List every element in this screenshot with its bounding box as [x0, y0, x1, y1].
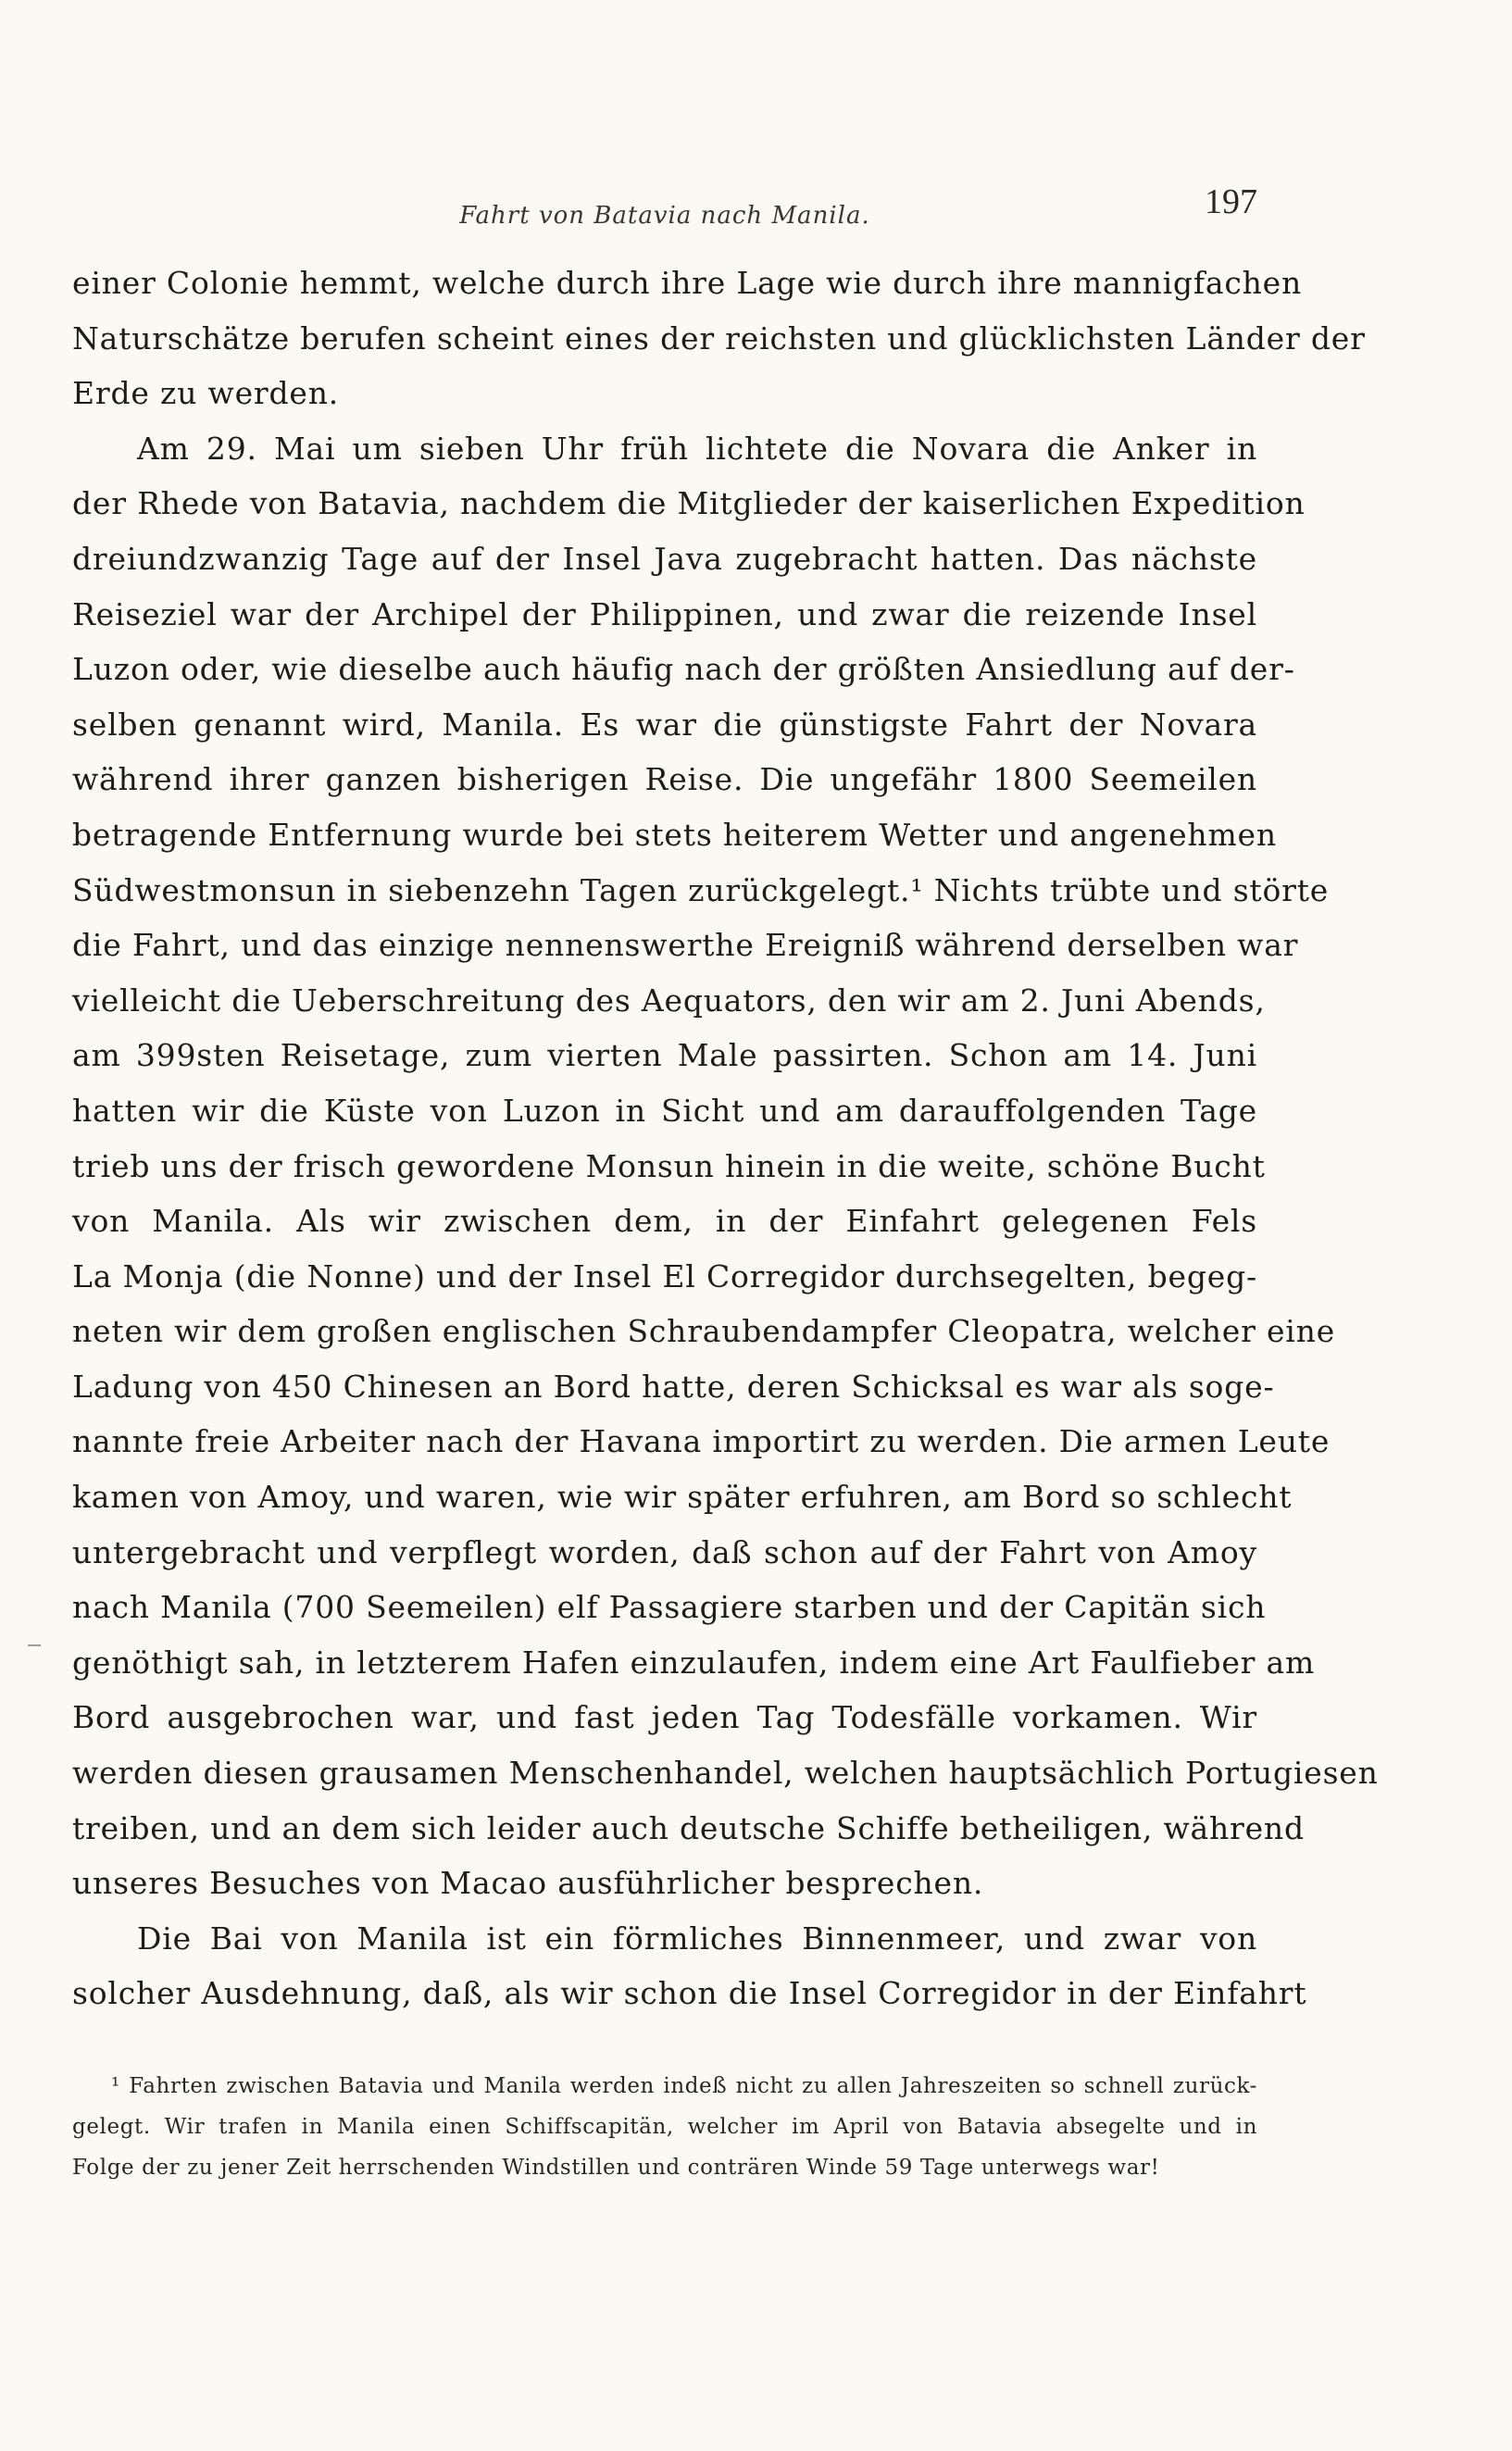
text-line: Südwestmonsun in siebenzehn Tagen zurückgelegt.¹ Nichts trübte und störte: [72, 871, 1330, 908]
text-line: werden diesen grausamen Menschenhandel, welchen hauptsächlich Portugiesen: [72, 1755, 1379, 1792]
text-line: während ihrer ganzen bisherigen Reise. Die ungefähr 1800 Seemeilen: [72, 761, 1257, 798]
footnote-line: ¹ Fahrten zwischen Batavia und Manila werden indeß nicht zu allen Jahreszeiten so schnell zurück-: [111, 2074, 1257, 2098]
text-line: Luzon oder, wie dieselbe auch häufig nach der größten Ansiedlung auf der-: [72, 651, 1295, 688]
text-line: Ladung von 450 Chinesen an Bord hatte, deren Schicksal es war als soge-: [72, 1368, 1275, 1405]
text-line: selben genannt wird, Manila. Es war die günstigste Fahrt der Novara: [72, 706, 1257, 743]
text-line: genöthigt sah, in letzterem Hafen einzulaufen, indem eine Art Faulfieber am: [72, 1644, 1316, 1681]
footnote-line: Folge der zu jener Zeit herrschenden Windstillen und conträren Winde 59 Tage unterwegs war!: [72, 2156, 1160, 2180]
text-line: treiben, und an dem sich leider auch deutsche Schiffe betheiligen, während: [72, 1809, 1305, 1846]
text-line: solcher Ausdehnung, daß, als wir schon die Insel Corregidor in der Einfahrt: [72, 1975, 1307, 2012]
text-line: Am 29. Mai um sieben Uhr früh lichtete die Novara die Anker in: [137, 430, 1257, 467]
page-number: 197: [1205, 182, 1257, 221]
text-line: die Fahrt, und das einzige nennenswerthe Ereigniß während derselben war: [72, 927, 1299, 964]
text-line: einer Colonie hemmt, welche durch ihre Lage wie durch ihre mannigfachen: [72, 265, 1303, 301]
body-text: [72, 256, 1379, 2021]
text-line: Reiseziel war der Archipel der Philippinen, und zwar die reizende Insel: [72, 595, 1257, 632]
footnotes: [72, 2066, 1257, 2188]
text-line: Naturschätze berufen scheint eines der reichsten und glücklichsten Länder der: [72, 319, 1366, 356]
text-line: nach Manila (700 Seemeilen) elf Passagiere starben und der Capitän sich: [72, 1589, 1267, 1626]
text-line: Bord ausgebrochen war, und fast jeden Tag Todesfälle vorkamen. Wir: [72, 1699, 1257, 1736]
footnote-line: gelegt. Wir trafen in Manila einen Schiffscapitän, welcher im April von Batavia absegelte und in: [72, 2115, 1257, 2139]
text-line: am 399sten Reisetage, zum vierten Male passirten. Schon am 14. Juni: [72, 1037, 1257, 1074]
text-line: trieb uns der frisch gewordene Monsun hinein in die weite, schöne Bucht: [72, 1147, 1266, 1184]
page-header: [72, 181, 1257, 237]
text-line: der Rhede von Batavia, nachdem die Mitglieder der kaiserlichen Expedition: [72, 485, 1306, 522]
text-line: neten wir dem großen englischen Schraubendampfer Cleopatra, welcher eine: [72, 1313, 1336, 1350]
text-line: untergebracht und verpflegt worden, daß schon auf der Fahrt von Amoy: [72, 1533, 1257, 1570]
text-line: hatten wir die Küste von Luzon in Sicht und am darauffolgenden Tage: [72, 1092, 1257, 1129]
margin-mark: _: [28, 1616, 41, 1646]
text-line: von Manila. Als wir zwischen dem, in der Einfahrt gelegenen Fels: [72, 1203, 1257, 1240]
text-line: Erde zu werden.: [72, 375, 340, 412]
text-line: kamen von Amoy, und waren, wie wir später erfuhren, am Bord so schlecht: [72, 1479, 1293, 1516]
text-line: dreiundzwanzig Tage auf der Insel Java zugebracht hatten. Das nächste: [72, 540, 1257, 577]
text-line: nannte freie Arbeiter nach der Havana importirt zu werden. Die armen Leute: [72, 1423, 1331, 1460]
text-line: La Monja (die Nonne) und der Insel El Corregidor durchsegelten, begeg-: [72, 1257, 1257, 1294]
text-line: vielleicht die Ueberschreitung des Aequators, den wir am 2. Juni Abends,: [72, 982, 1266, 1019]
text-line: unseres Besuches von Macao ausführlicher besprechen.: [72, 1865, 984, 1902]
text-line: Die Bai von Manila ist ein förmliches Binnenmeer, und zwar von: [137, 1920, 1257, 1957]
text-line: betragende Entfernung wurde bei stets heiterem Wetter und angenehmen: [72, 816, 1277, 853]
running-title: Fahrt von Batavia nach Manila.: [459, 202, 870, 230]
